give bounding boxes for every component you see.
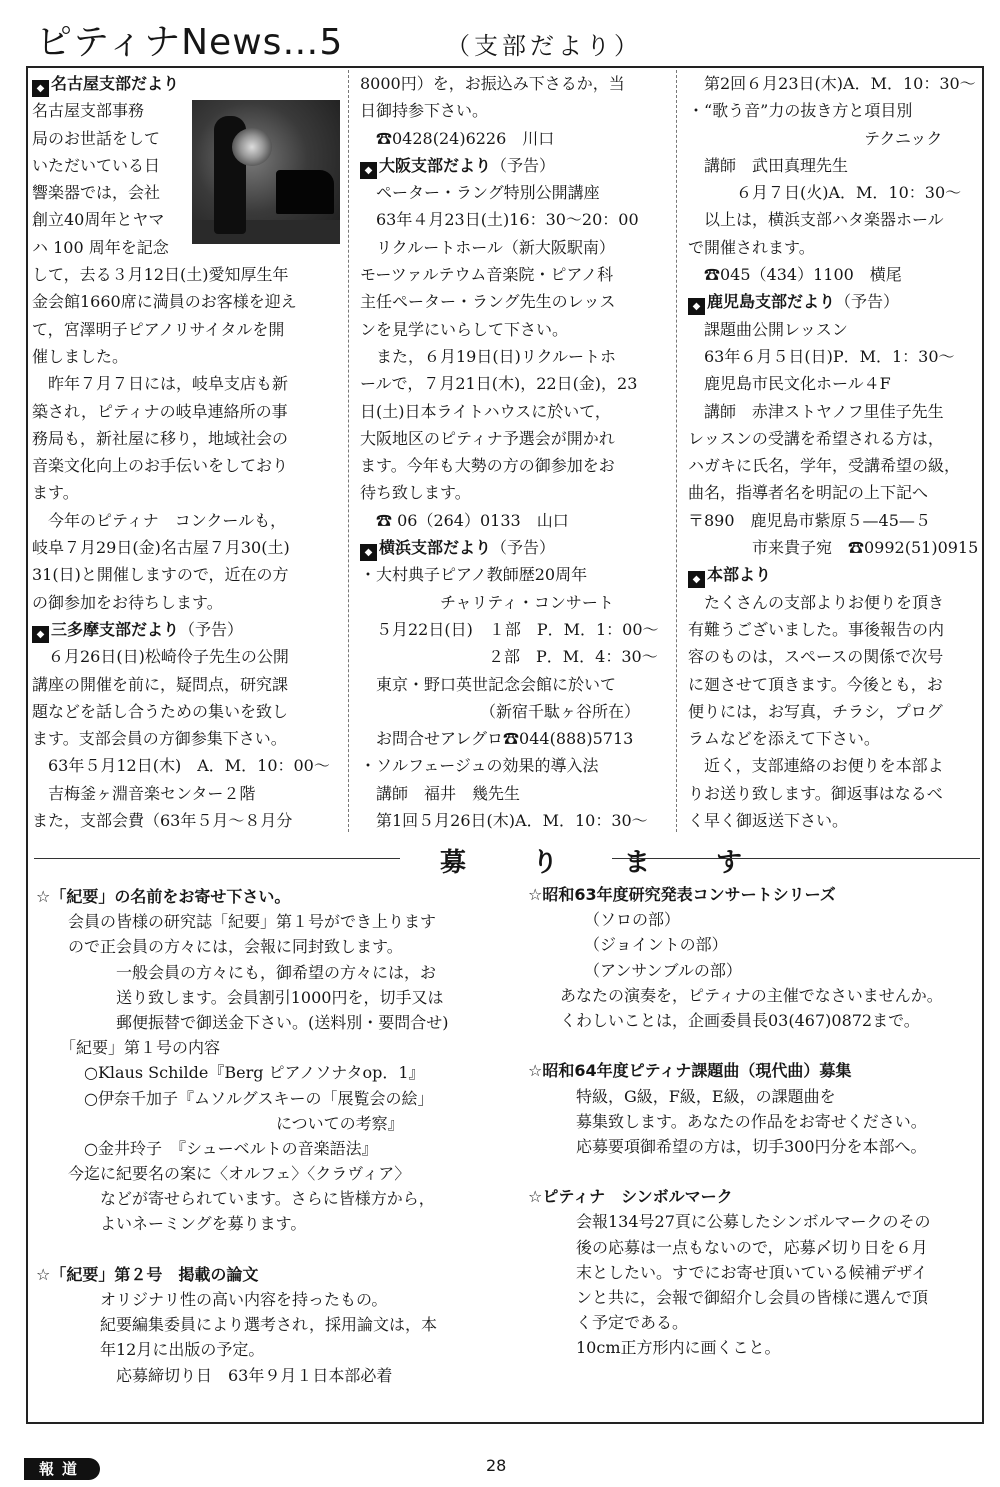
- text-line: 会員の皆様の研究誌「紀要」第１号ができ上ります: [36, 912, 437, 932]
- text-line: いただいている日: [32, 155, 161, 175]
- bouquet-shape: [232, 128, 272, 166]
- text-line: ハガキに氏名，学年，受講希望の級，: [688, 456, 961, 476]
- text-line: ○伊奈千加子『ムソルグスキーの「展覧会の絵」: [36, 1088, 434, 1108]
- text-line: リクルートホール（新大阪駅南）: [360, 237, 615, 257]
- text-line: ンと共に，会報で御紹介し会員の皆様に選んで頂: [528, 1288, 929, 1307]
- lower-right-column: [528, 882, 983, 1361]
- section-heading: [360, 534, 665, 561]
- text-line: 東京・野口英世記念会館に於いて: [360, 674, 617, 694]
- text-line: ールで，７月21日(木)，22日(金)，23: [360, 374, 638, 394]
- text-line: [528, 1033, 983, 1058]
- text-line: ○金井玲子 『シューベルトの音楽語法』: [36, 1138, 378, 1158]
- text-line: 「紀要」第１号の内容: [36, 1038, 221, 1058]
- text-line: くわしいことは，企画委員長03(467)0872まで。: [528, 1010, 920, 1030]
- section-heading: [32, 616, 332, 643]
- text-line: お問合せアレグロ☎044(888)5713: [360, 729, 634, 749]
- text-line: 局のお世話をして: [32, 128, 161, 148]
- text-line: 主任ペーター・ラング先生のレッス: [360, 292, 616, 312]
- text-line: 響楽器では，会社: [32, 183, 161, 203]
- text-line: テクニック: [688, 128, 943, 148]
- text-line: ・大村典子ピアノ教師歴20周年: [360, 565, 588, 585]
- text-line: ・ソルフェージュの効果的導入法: [360, 756, 599, 776]
- text-line: 便りには，お写真，チラシ，プログ: [688, 701, 943, 721]
- text-line: レッスンの受講を希望される方は，: [688, 428, 944, 448]
- section-heading-text: 鹿児島支部だより: [707, 292, 836, 312]
- text-line: 年12月に出版の予定。: [36, 1340, 265, 1360]
- lower-left-column: [36, 884, 496, 1388]
- text-line: 容のものは，スペースの関係で次号: [688, 647, 944, 667]
- column-divider: [348, 70, 349, 832]
- text-line: 第2回６月23日(木)A．M．10：30〜: [688, 74, 976, 93]
- text-line: 大阪地区のピティナ予選会が開かれ: [360, 428, 615, 448]
- text-line: また，支部会費（63年５月〜８月分: [32, 811, 293, 831]
- text-line: 末としたい。すでにお寄せ頂いている候補デザイ: [528, 1262, 928, 1282]
- divider-line-right: [612, 858, 980, 859]
- section-heading-note: （予告）: [179, 619, 244, 639]
- text-line: 講師 赤津ストヤノフ里佳子先生: [688, 401, 944, 421]
- text-line: （アンサンブルの部）: [528, 960, 742, 980]
- text-line: 金会館1660席に満員のお客様を迎え: [32, 292, 297, 312]
- text-line: モーツァルテウム音楽院・ピアノ科: [360, 265, 614, 285]
- text-line: あなたの演奏を，ピティナの主催でなさいませんか。: [528, 985, 943, 1005]
- text-line: ５月22日(日) １部 P．M．1：00〜: [360, 619, 659, 639]
- text-line: 以上は，横浜支部ハタ楽器ホール: [688, 210, 944, 230]
- section-heading-note: （予告）: [491, 155, 556, 175]
- concert-photo: [192, 100, 340, 244]
- text-line: で開催されます。: [688, 237, 815, 257]
- divider-title: 募 り ま す: [440, 848, 763, 878]
- text-line: 8000円）を，お振込み下さるか，当: [360, 74, 625, 93]
- section-heading-text: 大阪支部だより: [379, 155, 492, 175]
- text-line: 日(土)日本ライトハウスに於いて，: [360, 401, 611, 421]
- section-heading-note: （予告）: [491, 538, 556, 558]
- text-line: 今迄に紀要名の案に〈オルフェ〉〈クラヴィア〉: [36, 1164, 411, 1184]
- section-divider: [34, 844, 980, 878]
- text-line: 日御持参下さい。: [360, 101, 489, 121]
- text-line: 務局も，新社屋に移り，地域社会の: [32, 428, 289, 448]
- text-line: ☎0428(24)6226 川口: [360, 128, 555, 148]
- diamond-box-icon: ◆: [688, 298, 705, 315]
- text-line: 送り致します。会員割引1000円を，切手又は: [36, 987, 444, 1007]
- text-line: 特級，G級，F級，E級，の課題曲を: [528, 1086, 836, 1106]
- text-line: [36, 1237, 496, 1262]
- section-heading: [360, 152, 665, 179]
- page-header: [36, 10, 976, 68]
- text-line: ６月26日(日)松崎伶子先生の公開: [32, 647, 289, 667]
- text-line: 10cm正方形内に画くこと。: [528, 1338, 781, 1358]
- text-line: チャリティ・コンサート: [360, 592, 614, 612]
- text-line: ６月７日(火)A．M．10：30〜: [688, 183, 962, 203]
- text-line: 63年４月23日(土)16：30〜20：00: [360, 210, 639, 230]
- text-line: 待ち致します。: [360, 483, 471, 503]
- page-number: 28: [486, 1456, 507, 1475]
- text-line: て，宮澤明子ピアノリサイタルを開: [32, 319, 285, 339]
- divider-line-left: [34, 858, 400, 859]
- text-line: 紀要編集委員により選考され，採用論文は，本: [36, 1315, 437, 1335]
- text-line: 郵便振替で御送金下さい。(送料別・要問合せ): [36, 1012, 449, 1032]
- text-line: （新宿千駄ヶ谷所在）: [360, 701, 641, 721]
- text-line: 後の応募は一点もないので，応募〆切り日を６月: [528, 1237, 928, 1257]
- diamond-box-icon: ◆: [32, 626, 49, 643]
- text-line: 第1回５月26日(木)A．M．10：30〜: [360, 811, 648, 831]
- section-heading: [32, 70, 332, 97]
- text-line: [528, 1159, 983, 1184]
- text-line: して，去る３月12日(土)愛知厚生年: [32, 265, 289, 285]
- page-subtitle: （支部だより）: [446, 32, 642, 60]
- section-badge: 報道: [24, 1458, 100, 1480]
- text-line: 今年のピティナ コンクールも，: [32, 510, 287, 530]
- text-line: く予定である。: [528, 1313, 689, 1333]
- notice-heading: ☆「紀要」の名前をお寄せ下さい。: [36, 887, 291, 906]
- column-divider: [676, 70, 677, 832]
- text-line: 近く，支部連絡のお便りを本部よ: [688, 756, 944, 776]
- text-line: 応募締切り日 63年９月１日本部必着: [36, 1365, 393, 1385]
- diamond-box-icon: ◆: [360, 544, 377, 561]
- text-line: 31(日)と開催しますので，近在の方: [32, 565, 289, 585]
- text-line: 題などを話し合うための集いを致し: [32, 701, 289, 721]
- text-line: （ソロの部）: [528, 910, 681, 930]
- text-line: に廻させて頂きます。今後とも，お: [688, 674, 943, 694]
- notice-heading: ☆ピティナ シンボルマーク: [528, 1187, 733, 1207]
- text-line: ます。: [32, 483, 79, 503]
- text-line: 市来貴子宛 ☎0992(51)0915: [688, 538, 979, 558]
- text-line: ２部 P．M．4：30〜: [360, 647, 658, 667]
- text-line: 築され，ピティナの岐阜連絡所の事: [32, 401, 288, 421]
- text-line: 会報134号27頁に公募したシンボルマークのその: [528, 1212, 931, 1232]
- text-line: 募集致します。あなたの作品をお寄せください。: [528, 1111, 927, 1131]
- text-line: についての考察』: [36, 1113, 404, 1133]
- text-line: ます。支部会員の方御参集下さい。: [32, 729, 287, 749]
- text-line: ペーター・ラング特別公開講座: [360, 183, 600, 203]
- text-line: 63年５月12日(木) A．M．10：00〜: [32, 756, 330, 776]
- diamond-box-icon: ◆: [688, 571, 705, 588]
- page-title: ピティナNews…5: [36, 22, 344, 63]
- text-line: 一般会員の方々にも，御希望の方々には，お: [36, 962, 437, 982]
- text-line: 吉梅釜ヶ淵音楽センター２階: [32, 783, 256, 803]
- text-line: 応募要項御希望の方は，切手300円分を本部へ。: [528, 1136, 927, 1156]
- text-line: などが寄せられています。さらに皆様方から，: [36, 1189, 435, 1209]
- text-line: ☎ 06（264）0133 山口: [360, 510, 569, 530]
- text-line: よいネーミングを募ります。: [36, 1214, 307, 1234]
- text-line: 講師 武田真理先生: [688, 155, 849, 175]
- piano-shape: [276, 170, 334, 214]
- section-heading-text: 横浜支部だより: [379, 538, 492, 558]
- text-line: ます。今年も大勢の方の御参加をお: [360, 456, 615, 476]
- text-line: （ジョイントの部）: [528, 935, 728, 955]
- text-line: 創立40周年とヤマ: [32, 210, 165, 230]
- section-heading-text: 三多摩支部だより: [51, 619, 180, 639]
- text-line: ☎045（434）1100 横尾: [688, 265, 902, 285]
- section-heading-text: 名古屋支部だより: [51, 74, 180, 93]
- notice-heading: ☆昭和63年度研究発表コンサートシリーズ: [528, 885, 836, 904]
- notice-heading: ☆「紀要」第２号 掲載の論文: [36, 1264, 259, 1284]
- text-line: 曲名，指導者名を明記の上下記へ: [688, 483, 929, 503]
- text-line: ラムなどを添えて下さい。: [688, 729, 880, 749]
- text-line: 鹿児島市民文化ホール４F: [688, 374, 891, 394]
- diamond-box-icon: ◆: [32, 80, 49, 97]
- text-line: 有難うございました。事後報告の内: [688, 619, 945, 639]
- text-line: 講座の開催を前に，疑問点，研究課: [32, 674, 289, 694]
- text-line: りお送り致します。御返事はなるべ: [688, 783, 943, 803]
- text-line: 63年６月５日(日)P．M．1：30〜: [688, 346, 955, 366]
- text-line: 催しました。: [32, 346, 129, 366]
- section-heading: [688, 561, 980, 588]
- text-line: たくさんの支部よりお便りを頂き: [688, 592, 945, 612]
- text-line: ンを見学にいらして下さい。: [360, 319, 569, 339]
- text-line: 昨年７月７日には，岐阜支店も新: [32, 374, 289, 394]
- notice-heading: ☆昭和64年度ピティナ課題曲（現代曲）募集: [528, 1061, 852, 1081]
- section-heading-text: 本部より: [707, 565, 772, 585]
- text-line: オリジナリ性の高い内容を持ったもの。: [36, 1290, 388, 1309]
- text-line: 名古屋支部事務: [32, 101, 145, 121]
- text-line: の御参加をお待ちします。: [32, 592, 223, 612]
- column-2: [360, 70, 665, 834]
- text-line: 講師 福井 幾先生: [360, 783, 521, 803]
- diamond-box-icon: ◆: [360, 162, 377, 179]
- section-heading: [688, 288, 980, 315]
- text-line: ハ 100 周年を記念: [32, 237, 169, 257]
- text-line: ので正会員の方々には，会報に同封致します。: [36, 937, 403, 957]
- text-line: 音楽文化向上のお手伝いをしており: [32, 456, 289, 476]
- text-line: く早く御返送下さい。: [688, 811, 849, 831]
- text-line: ・“歌う音”力の抜き方と項目別: [688, 101, 913, 121]
- section-heading-note: （予告）: [835, 292, 900, 312]
- text-line: また，６月19日(日)リクルートホ: [360, 346, 617, 366]
- column-3: [688, 70, 980, 834]
- text-line: 課題曲公開レッスン: [688, 319, 848, 339]
- text-line: ○Klaus Schilde『Berg ピアノソナタop．1』: [36, 1063, 425, 1083]
- text-line: 岐阜７月29日(金)名古屋７月30(土): [32, 538, 290, 558]
- text-line: 〒890 鹿児島市紫原５—45—５: [688, 510, 931, 530]
